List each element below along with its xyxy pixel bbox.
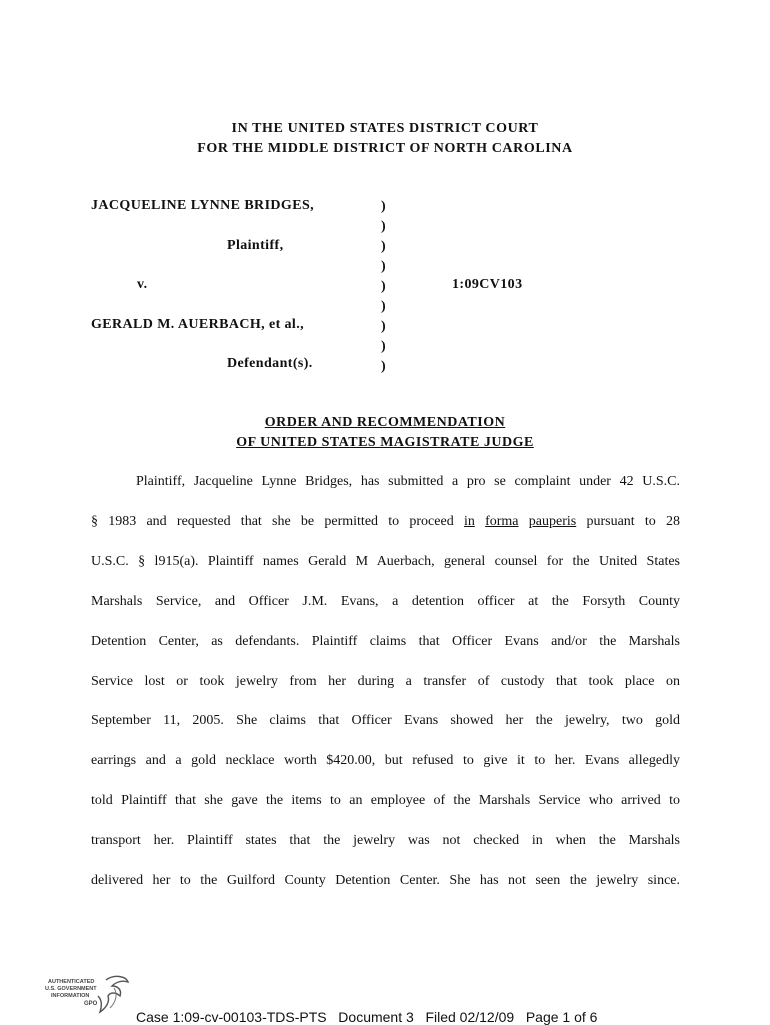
caption-paren: ) (381, 339, 386, 354)
caption-paren: ) (381, 279, 386, 294)
body-line: Service lost or took jewelry from her during a transfer of custody that took place on (91, 674, 680, 689)
caption-paren: ) (381, 239, 386, 254)
underlined-term: forma (485, 514, 519, 529)
body-line: September 11, 2005. She claims that Officer Evans showed her the jewelry, two gold (91, 713, 680, 728)
court-heading-line1: IN THE UNITED STATES DISTRICT COURT (231, 121, 539, 136)
caption-paren: ) (381, 359, 386, 374)
caption-parentheses (381, 197, 386, 377)
order-title (0, 413, 770, 453)
plaintiff-name: JACQUELINE LYNNE BRIDGES, (91, 198, 315, 213)
case-number: 1:09CV103 (452, 277, 523, 292)
gpo-text: INFORMATION (51, 993, 90, 999)
body-text: § 1983 and requested that she be permitted to proceed (91, 514, 454, 529)
body-line: told Plaintiff that she gave the items to an employee of the Marshals Service who arrived to (91, 793, 680, 808)
body-line: delivered her to the Guilford County Detention Center. She has not seen the jewelry since. (91, 873, 680, 888)
body-line: U.S.C. § l915(a). Plaintiff names Gerald M Auerbach, general counsel for the United States (91, 554, 680, 569)
versus-label: v. (137, 277, 148, 292)
body-line: Plaintiff, Jacqueline Lynne Bridges, has submitted a pro se complaint under 42 U.S.C. (136, 474, 680, 489)
underlined-term: in (463, 514, 475, 529)
body-line: Detention Center, as defendants. Plaintiff claims that Officer Evans and/or the Marshals (91, 634, 680, 649)
gpo-authentication-logo (44, 972, 134, 1016)
case-footer: Case 1:09-cv-00103-TDS-PTS Document 3 Filed 02/12/09 Page 1 of 6 (136, 1009, 598, 1025)
body-line: Marshals Service, and Officer J.M. Evans, a detention officer at the Forsyth County (91, 594, 680, 609)
caption-paren: ) (381, 319, 386, 334)
gpo-text: U.S. GOVERNMENT (45, 986, 97, 992)
caption-paren: ) (381, 199, 386, 214)
caption-paren: ) (381, 259, 386, 274)
plaintiff-role: Plaintiff, (227, 238, 284, 253)
gpo-text: GPO (84, 1001, 98, 1007)
underlined-term: pauperis (528, 514, 577, 529)
body-line: transport her. Plaintiff states that the jewelry was not checked in when the Marshals (91, 833, 680, 848)
gpo-text: AUTHENTICATED (48, 979, 95, 985)
body-line (91, 512, 680, 532)
court-heading (0, 119, 770, 159)
caption-paren: ) (381, 219, 386, 234)
order-title-line1: ORDER AND RECOMMENDATION (264, 415, 506, 430)
body-text: pursuant to 28 (586, 514, 681, 529)
body-line: earrings and a gold necklace worth $420.00, but refused to give it to her. Evans allegedly (91, 753, 680, 768)
order-title-line2: OF UNITED STATES MAGISTRATE JUDGE (236, 435, 534, 450)
gpo-eagle-icon (44, 972, 134, 1016)
caption-paren: ) (381, 299, 386, 314)
court-heading-line2: FOR THE MIDDLE DISTRICT OF NORTH CAROLINA (197, 141, 573, 156)
defendant-name: GERALD M. AUERBACH, et al., (91, 317, 305, 332)
defendant-role: Defendant(s). (227, 356, 313, 371)
